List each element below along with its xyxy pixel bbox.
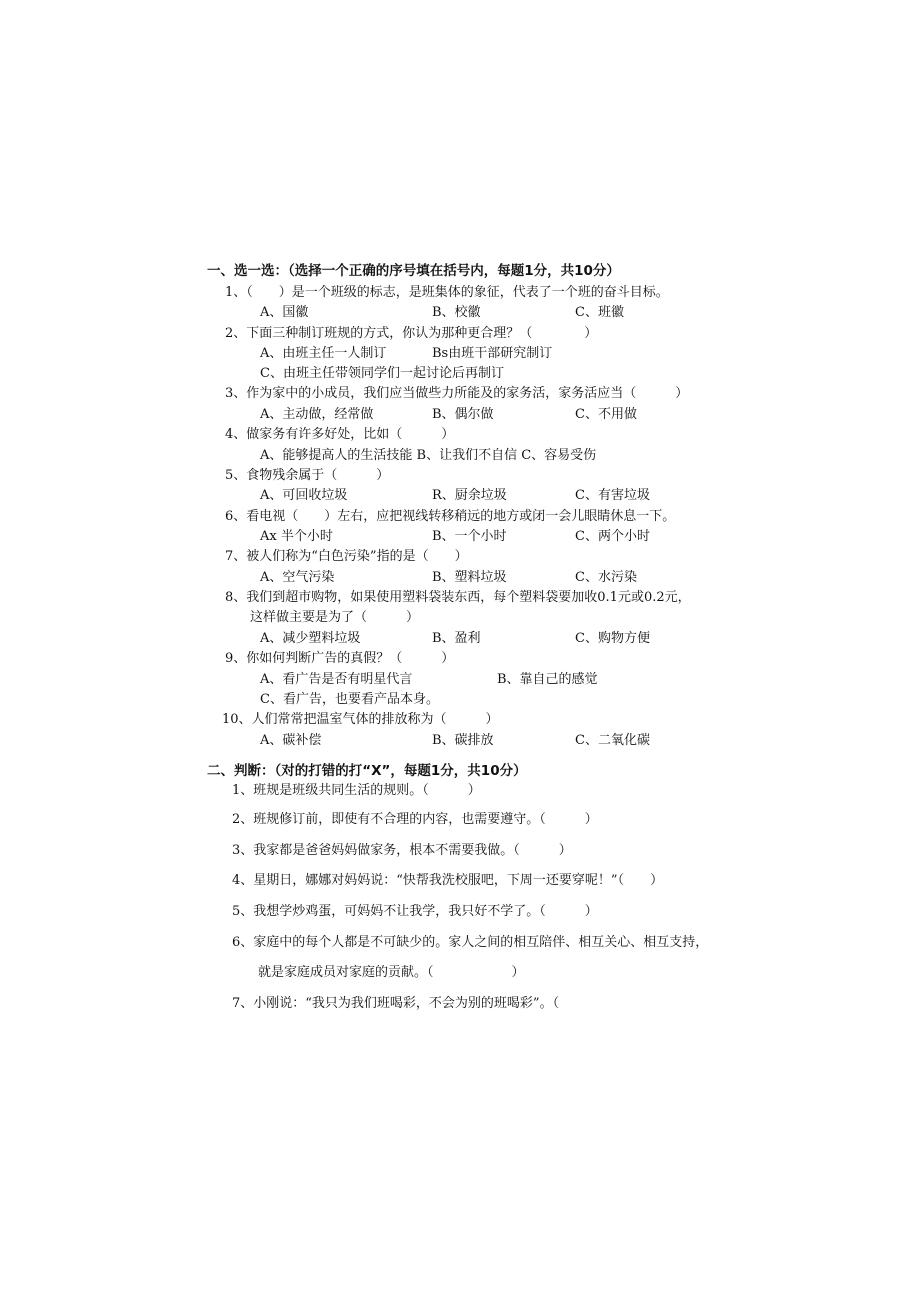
section1-heading: 一、选一选：（选择一个正确的序号填在括号内，每题1分，共10分） [207, 263, 620, 279]
question-9-option-a: A、看广告是否有明星代言 [260, 672, 413, 687]
question-10-option-c: C、二氧化碳 [575, 733, 650, 748]
question-2-stem: 2、下面三种制订班规的方式，你认为那种更合理？（ ） [225, 326, 598, 341]
judgment-item-5: 5、我想学炒鸡蛋，可妈妈不让我学，我只好不学了。（ ） [232, 904, 598, 919]
question-8-option-c: C、购物方便 [575, 631, 650, 646]
judgment-item-2: 2、班规修订前，即使有不合理的内容，也需要遵守。（ ） [232, 812, 598, 827]
question-5-option-c: C、有害垃圾 [575, 488, 650, 503]
question-8-option-b: B、盈利 [432, 631, 481, 646]
question-3-option-c: C、不用做 [575, 407, 637, 422]
question-5-option-b: R、厨余垃圾 [432, 488, 507, 503]
question-2-option-c: C、由班主任带领同学们一起讨论后再制订 [260, 366, 504, 381]
question-10-stem: 10、人们常常把温室气体的排放称为（ ） [222, 712, 499, 727]
judgment-item-6: 6、家庭中的每个人都是不可缺少的。家人之间的相互陪伴、相互关心、相互支持， [232, 935, 709, 950]
question-1-stem: 1、（ ）是一个班级的标志，是班集体的象征，代表了一个班的奋斗目标。 [225, 285, 669, 300]
judgment-item-3: 3、我家都是爸爸妈妈做家务，根本不需要我做。（ ） [232, 843, 572, 858]
question-7-stem: 7、被人们称为“白色污染”指的是（ ） [225, 549, 468, 564]
question-9-option-c: C、看广告，也要看产品本身。 [260, 692, 439, 707]
question-6-option-c: C、两个小时 [575, 529, 650, 544]
question-1-option-a: A、国徽 [260, 305, 309, 320]
question-7-option-a: A、空气污染 [260, 570, 335, 585]
question-3-option-b: B、偶尔做 [432, 407, 494, 422]
question-6-option-a: Ax 半个小时 [260, 529, 333, 544]
question-2-option-b: Bs由班干部研究制订 [432, 346, 553, 361]
judgment-item-7: 7、小刚说：“我只为我们班喝彩，不会为别的班喝彩”。（ [232, 996, 560, 1011]
question-9-option-b: B、靠自己的感觉 [497, 672, 598, 687]
question-6-stem: 6、看电视（ ）左右，应把视线转移稍远的地方或闭一会儿眼睛休息一下。 [225, 509, 676, 524]
question-3-stem: 3、作为家中的小成员，我们应当做些力所能及的家务活，家务活应当（ ） [225, 386, 689, 401]
question-6-option-b: B、一个小时 [432, 529, 507, 544]
question-7-option-c: C、水污染 [575, 570, 637, 585]
judgment-item-6-continued: 就是家庭成员对家庭的贡献。（ ） [258, 965, 525, 980]
question-5-stem: 5、食物残余属于（ ） [225, 468, 390, 483]
judgment-item-1: 1、班规是班级共同生活的规则。（ ） [232, 783, 481, 798]
question-1-option-c: C、班徽 [575, 305, 624, 320]
question-5-option-a: A、可回收垃圾 [260, 488, 348, 503]
question-8-option-a: A、减少塑料垃圾 [260, 631, 361, 646]
section2-heading: 二、判断：（对的打错的打“X”，每题1分，共10分） [207, 763, 527, 779]
judgment-item-4: 4、星期日，娜娜对妈妈说：“快帮我洗校服吧，下周一还要穿呢！”（ ） [232, 873, 664, 888]
question-9-stem: 9、你如何判断广告的真假？（ ） [225, 651, 455, 666]
question-10-option-a: A、碳补偿 [260, 733, 322, 748]
question-1-option-b: B、校徽 [432, 305, 481, 320]
question-8-stem-continued: 这样做主要是为了（ ） [250, 610, 420, 625]
question-7-option-b: B、塑料垃圾 [432, 570, 507, 585]
question-2-option-a: A、由班主任一人制订 [260, 346, 387, 361]
question-8-stem: 8、我们到超市购物，如果使用塑料袋装东西，每个塑料袋要加收0.1元或0.2元， [225, 590, 691, 605]
question-4-stem: 4、做家务有许多好处，比如（ ） [225, 427, 455, 442]
question-3-option-a: A、主动做，经常做 [260, 407, 374, 422]
question-4-options: A、能够提高人的生活技能 B、让我们不自信 C、容易受伤 [260, 448, 597, 463]
question-10-option-b: B、碳排放 [432, 733, 494, 748]
